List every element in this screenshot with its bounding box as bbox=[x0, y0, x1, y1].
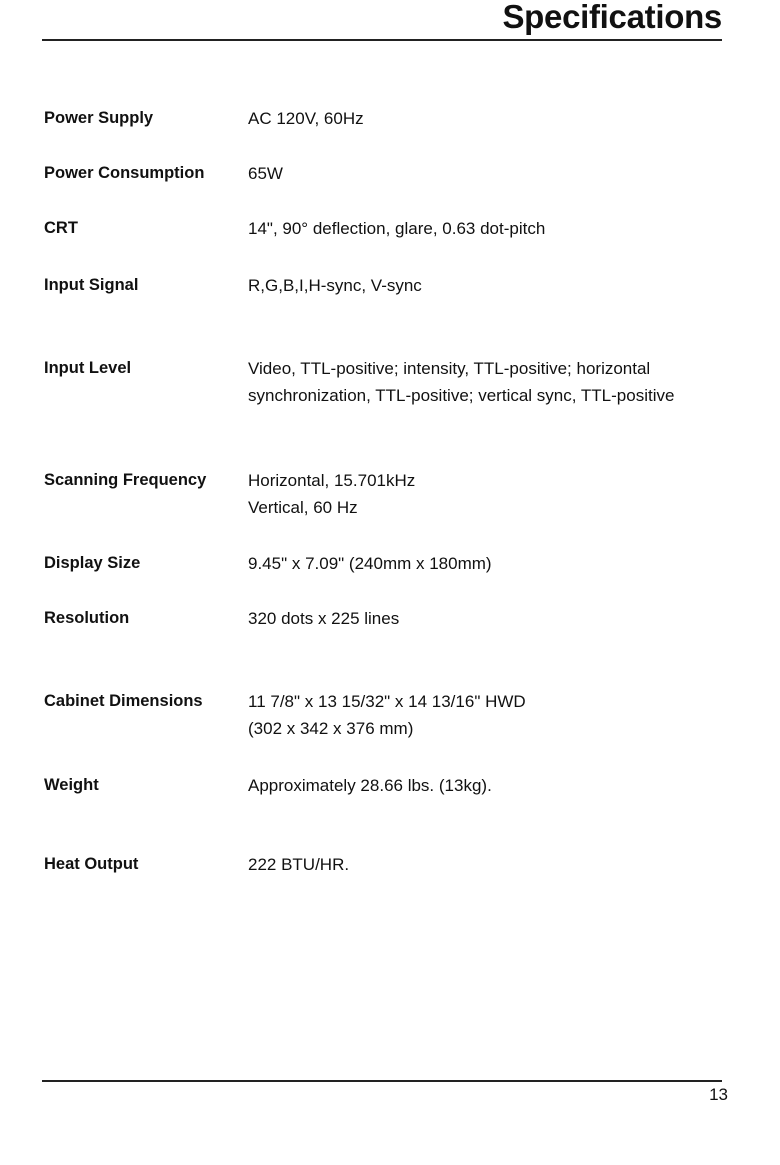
spec-value-line: 65W bbox=[248, 164, 283, 183]
spec-value-line: AC 120V, 60Hz bbox=[248, 109, 364, 128]
spec-label: Heat Output bbox=[44, 855, 139, 873]
spec-value-line: 11 7/8" x 13 15/32" x 14 13/16" HWD bbox=[248, 692, 526, 711]
spec-value-line: Vertical, 60 Hz bbox=[248, 498, 358, 517]
spec-value-line: Horizontal, 15.701kHz bbox=[248, 471, 416, 490]
spec-value-line: 14", 90° deflection, glare, 0.63 dot-pitch bbox=[248, 219, 546, 238]
spec-value-line: (302 x 342 x 376 mm) bbox=[248, 719, 414, 738]
spec-label: Power Consumption bbox=[44, 164, 205, 182]
spec-label: Display Size bbox=[44, 554, 141, 572]
spec-value-line: 320 dots x 225 lines bbox=[248, 609, 400, 628]
spec-label: Scanning Frequency bbox=[44, 471, 207, 489]
spec-value-line: 9.45" x 7.09" (240mm x 180mm) bbox=[248, 554, 492, 573]
spec-value-line: R,G,B,I,H-sync, V-sync bbox=[248, 276, 422, 295]
spec-label: Input Signal bbox=[44, 276, 139, 294]
page-title: Specifications bbox=[502, 0, 722, 35]
page-number: 13 bbox=[709, 1085, 728, 1104]
footer-rule bbox=[42, 1080, 722, 1082]
spec-value bbox=[248, 467, 728, 521]
spec-value bbox=[248, 605, 728, 632]
spec-label: CRT bbox=[44, 219, 78, 237]
spec-value bbox=[248, 550, 728, 577]
spec-value bbox=[248, 688, 728, 742]
spec-label: Resolution bbox=[44, 609, 130, 627]
spec-value bbox=[248, 105, 728, 132]
spec-value-line: Approximately 28.66 lbs. (13kg). bbox=[248, 776, 492, 795]
spec-label: Cabinet Dimensions bbox=[44, 692, 203, 710]
spec-value-line: Video, TTL-positive; intensity, TTL-positive; horizontal bbox=[248, 359, 651, 378]
spec-value-line: synchronization, TTL-positive; vertical sync, TTL-positive bbox=[248, 386, 675, 405]
spec-value bbox=[248, 215, 728, 242]
spec-value bbox=[248, 851, 728, 878]
header-rule bbox=[42, 39, 722, 41]
spec-value bbox=[248, 355, 728, 409]
spec-value bbox=[248, 272, 728, 299]
spec-value bbox=[248, 772, 728, 799]
spec-value-line: 222 BTU/HR. bbox=[248, 855, 350, 874]
spec-label: Power Supply bbox=[44, 109, 154, 127]
spec-value bbox=[248, 160, 728, 187]
spec-label: Weight bbox=[44, 776, 99, 794]
spec-label: Input Level bbox=[44, 359, 132, 377]
